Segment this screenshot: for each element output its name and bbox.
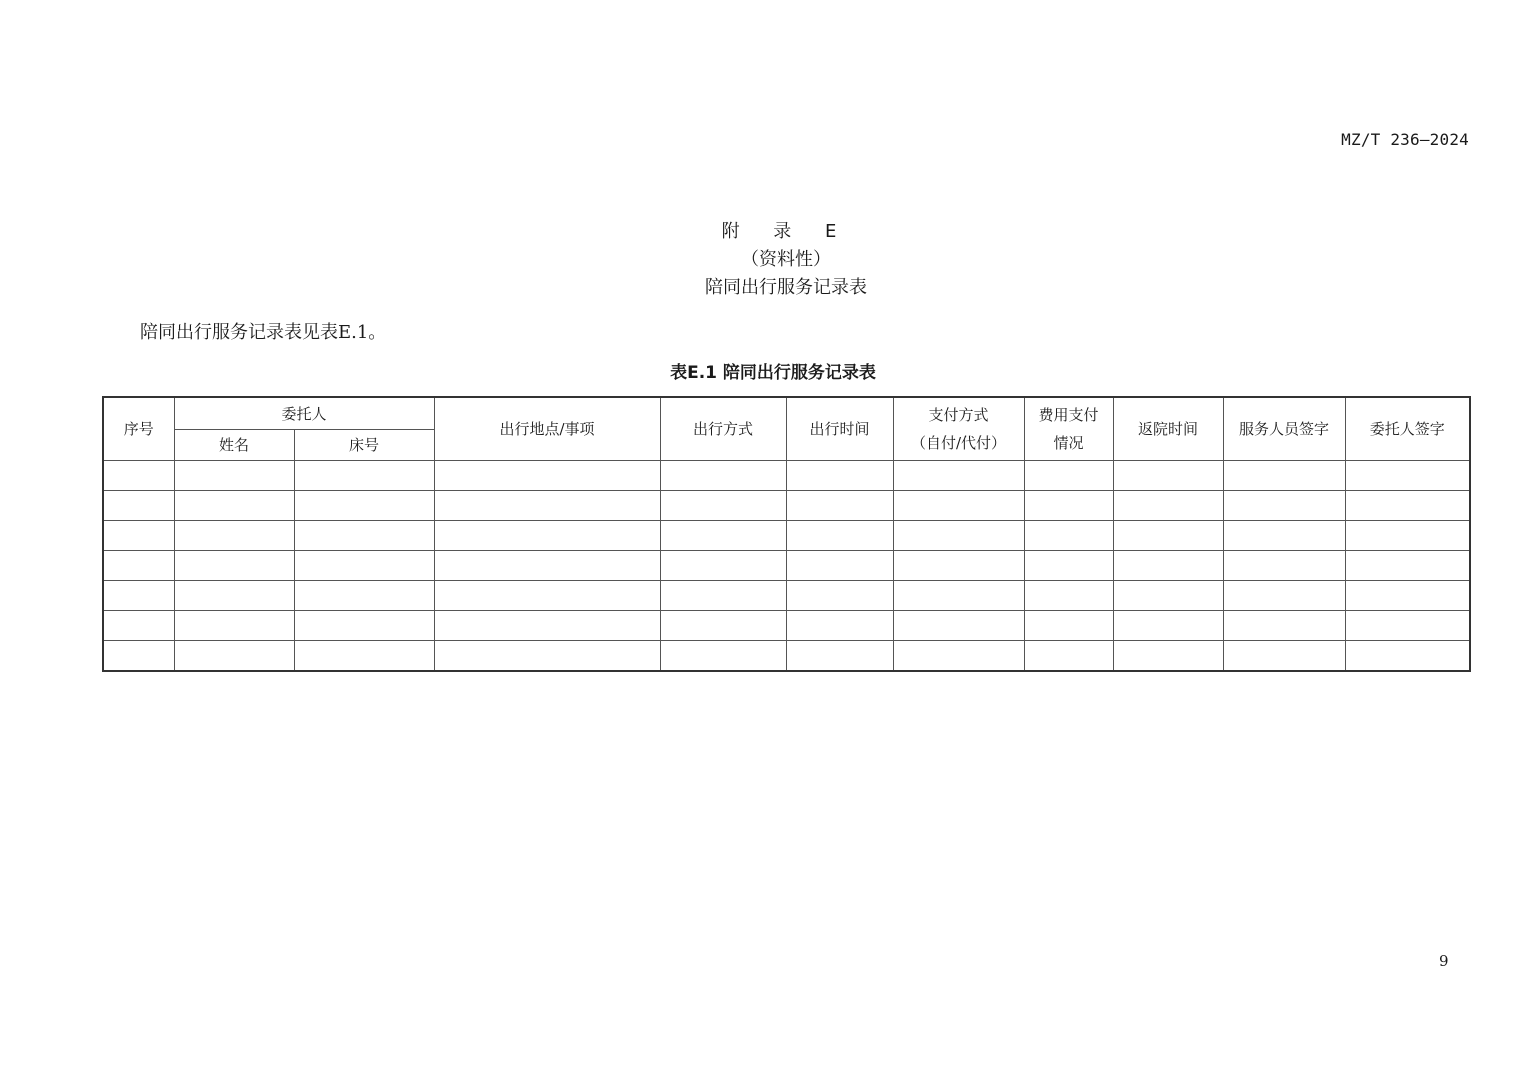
empty-cell xyxy=(660,641,786,672)
empty-cell xyxy=(1345,461,1470,491)
header-staff-signature: 服务人员签字 xyxy=(1223,397,1345,461)
empty-cell xyxy=(660,611,786,641)
empty-cell xyxy=(294,611,434,641)
empty-cell xyxy=(1345,581,1470,611)
empty-cell xyxy=(893,611,1024,641)
empty-cell xyxy=(434,491,660,521)
header-payment-method-line2: （自付/代付） xyxy=(910,434,1007,452)
table-row xyxy=(103,461,1470,491)
standard-code: MZ/T 236—2024 xyxy=(1341,130,1469,149)
empty-cell xyxy=(893,641,1024,672)
empty-cell xyxy=(1024,461,1113,491)
header-payment-method-line1: 支付方式 xyxy=(928,406,989,424)
empty-cell xyxy=(1024,491,1113,521)
empty-cell xyxy=(174,581,294,611)
empty-cell xyxy=(294,641,434,672)
empty-cell xyxy=(174,611,294,641)
empty-cell xyxy=(1223,551,1345,581)
empty-cell xyxy=(294,491,434,521)
empty-cell xyxy=(786,581,893,611)
empty-cell xyxy=(1113,641,1223,672)
table-row xyxy=(103,491,1470,521)
empty-cell xyxy=(1024,521,1113,551)
header-fee-status-line2: 情况 xyxy=(1053,434,1084,452)
header-client-name: 姓名 xyxy=(174,430,294,461)
empty-cell xyxy=(1113,581,1223,611)
header-client-bed: 床号 xyxy=(294,430,434,461)
empty-cell xyxy=(1024,581,1113,611)
empty-cell xyxy=(1113,551,1223,581)
empty-cell xyxy=(1345,641,1470,672)
empty-cell xyxy=(660,491,786,521)
empty-cell xyxy=(786,641,893,672)
empty-cell xyxy=(786,461,893,491)
empty-cell xyxy=(1223,641,1345,672)
empty-cell xyxy=(893,461,1024,491)
annex-type: （资料性） xyxy=(741,249,831,270)
empty-cell xyxy=(434,551,660,581)
empty-cell xyxy=(1223,491,1345,521)
header-fee-status-line1: 费用支付 xyxy=(1038,406,1099,424)
empty-cell xyxy=(103,461,174,491)
empty-cell xyxy=(786,491,893,521)
annex-heading xyxy=(0,218,1520,302)
empty-cell xyxy=(1223,521,1345,551)
empty-cell xyxy=(1113,491,1223,521)
empty-cell xyxy=(1223,581,1345,611)
table-row xyxy=(103,641,1470,672)
empty-cell xyxy=(893,581,1024,611)
empty-cell xyxy=(1223,611,1345,641)
empty-cell xyxy=(660,581,786,611)
table-row xyxy=(103,611,1470,641)
empty-cell xyxy=(1345,611,1470,641)
table-row xyxy=(103,581,1470,611)
empty-cell xyxy=(294,521,434,551)
header-place-matter: 出行地点/事项 xyxy=(434,397,660,461)
empty-cell xyxy=(1345,521,1470,551)
empty-cell xyxy=(103,491,174,521)
empty-cell xyxy=(1223,461,1345,491)
header-client-signature: 委托人签字 xyxy=(1345,397,1470,461)
empty-cell xyxy=(103,581,174,611)
empty-cell xyxy=(1024,611,1113,641)
empty-cell xyxy=(893,551,1024,581)
empty-cell xyxy=(174,551,294,581)
empty-cell xyxy=(1024,641,1113,672)
empty-cell xyxy=(1113,611,1223,641)
header-fee-status xyxy=(1024,397,1113,461)
empty-cell xyxy=(660,521,786,551)
empty-cell xyxy=(103,641,174,672)
empty-cell xyxy=(294,551,434,581)
empty-cell xyxy=(1113,461,1223,491)
table-row xyxy=(103,521,1470,551)
header-client-group: 委托人 xyxy=(174,397,434,430)
empty-cell xyxy=(1345,491,1470,521)
empty-cell xyxy=(1113,521,1223,551)
header-mode: 出行方式 xyxy=(660,397,786,461)
header-payment-method xyxy=(893,397,1024,461)
empty-cell xyxy=(786,611,893,641)
empty-cell xyxy=(660,461,786,491)
empty-cell xyxy=(786,551,893,581)
intro-paragraph: 陪同出行服务记录表见表E.1。 xyxy=(140,322,387,343)
empty-cell xyxy=(1024,551,1113,581)
empty-cell xyxy=(893,521,1024,551)
empty-cell xyxy=(174,491,294,521)
empty-cell xyxy=(294,461,434,491)
empty-cell xyxy=(434,461,660,491)
annex-label: 附 录 E xyxy=(721,221,851,242)
header-seq: 序号 xyxy=(103,397,174,461)
empty-cell xyxy=(434,581,660,611)
empty-cell xyxy=(103,611,174,641)
header-time: 出行时间 xyxy=(786,397,893,461)
table-row xyxy=(103,551,1470,581)
empty-cell xyxy=(103,551,174,581)
empty-cell xyxy=(893,491,1024,521)
empty-cell xyxy=(103,521,174,551)
empty-cell xyxy=(434,611,660,641)
empty-cell xyxy=(434,521,660,551)
empty-cell xyxy=(174,641,294,672)
empty-cell xyxy=(174,461,294,491)
table-body xyxy=(103,461,1470,672)
empty-cell xyxy=(786,521,893,551)
header-return-time: 返院时间 xyxy=(1113,397,1223,461)
empty-cell xyxy=(1345,551,1470,581)
annex-title: 陪同出行服务记录表 xyxy=(705,277,867,298)
table-caption: 表E.1 陪同出行服务记录表 xyxy=(670,363,876,383)
empty-cell xyxy=(660,551,786,581)
empty-cell xyxy=(294,581,434,611)
header-row xyxy=(103,397,1470,430)
service-record-table xyxy=(102,396,1471,672)
empty-cell xyxy=(174,521,294,551)
empty-cell xyxy=(434,641,660,672)
page-number: 9 xyxy=(1439,952,1449,970)
